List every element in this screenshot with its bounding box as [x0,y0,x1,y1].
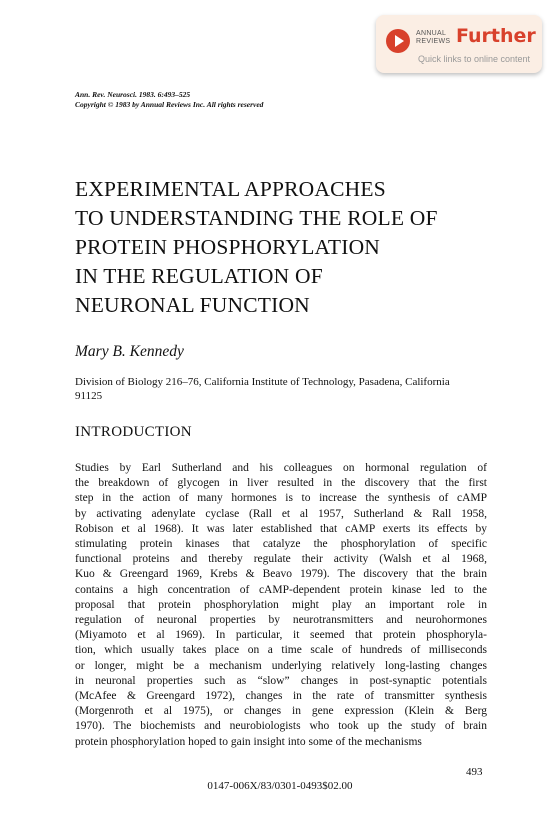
body-line: protein phosphorylation hoped to gain insight into some of the mechanisms [75,735,422,748]
body-line: (Miyamoto et al 1969). In particular, it seemed that protein phosphoryla- [75,629,487,642]
body-line: regulation of neuronal properties by neurotransmitters and neurohormones [75,614,487,627]
author-affiliation: Division of Biology 216–76, California Institute of Technology, Pasadena, California 91125 [75,376,450,402]
badge-subtitle: Quick links to online content [418,54,531,64]
title-line: NEURONAL FUNCTION [75,293,310,317]
badge-small-line1: ANNUAL [416,30,447,37]
body-paragraph [75,461,487,750]
journal-header [75,90,263,110]
annual-reviews-further-badge[interactable] [376,15,542,73]
body-line: 1970). The biochemists and neurobiologists who took up the study of brain [75,720,487,733]
article-title [75,175,438,320]
title-line: PROTEIN PHOSPHORYLATION [75,235,381,259]
author-name: Mary B. Kennedy [75,343,184,360]
body-line: contains a high concentration of cAMP-dependent protein kinase led to the [75,583,487,596]
body-line: or longer, might be a mechanism underlying relatively long-lasting changes [75,659,487,672]
body-line: in neuronal properties such as “slow” changes in post-synaptic potentials [75,674,487,687]
body-line: the breakdown of glycogen in liver resulted in the discovery that the first [75,477,487,490]
body-line: proposal that protein phosphorylation might play an important role in [75,598,487,611]
title-line: IN THE REGULATION OF [75,264,323,288]
badge-title: Further [456,25,536,47]
title-line: TO UNDERSTANDING THE ROLE OF [75,206,438,230]
body-line: (McAfee & Greengard 1972), changes in the rate of transmitter synthesis [75,690,487,703]
body-line: functional proteins and thereby regulate their activity (Walsh et al 1968, [75,553,487,566]
copyright: Copyright © 1983 by Annual Reviews Inc. All rights reserved [75,100,264,109]
body-line: by activating adenylate cyclase (Rall et al 1957, Sutherland & Rall 1958, [75,507,487,520]
footer-code: 0147-006X/83/0301-0493$02.00 [207,780,353,792]
page-number: 493 [466,766,483,778]
badge-small-line2: REVIEWS [416,38,451,45]
body-line: Studies by Earl Sutherland and his colleagues on hormonal regulation of [75,462,487,474]
citation: Ann. Rev. Neurosci. 1983. 6:493–525 [75,90,191,99]
title-line: EXPERIMENTAL APPROACHES [75,177,386,201]
body-line: Robison et al 1968). It was later established that cAMP exerts its effects by [75,522,487,535]
body-line: stimulating protein kinases that catalyze the phosphorylation of specific [75,538,487,551]
body-line: (Morgenroth et al 1975), or changes in gene expression (Klein & Berg [75,705,487,718]
section-heading: INTRODUCTION [75,424,192,440]
play-arrow-icon [386,29,410,53]
badge-publisher [416,30,450,46]
body-line: Kuo & Greengard 1969, Krebs & Beavo 1979). The discovery that the brain [75,568,487,581]
body-line: step in the action of many hormones is to increase the synthesis of cAMP [75,492,487,505]
body-line: tion, which usually takes place on a time scale of hundreds of milliseconds [75,644,487,657]
